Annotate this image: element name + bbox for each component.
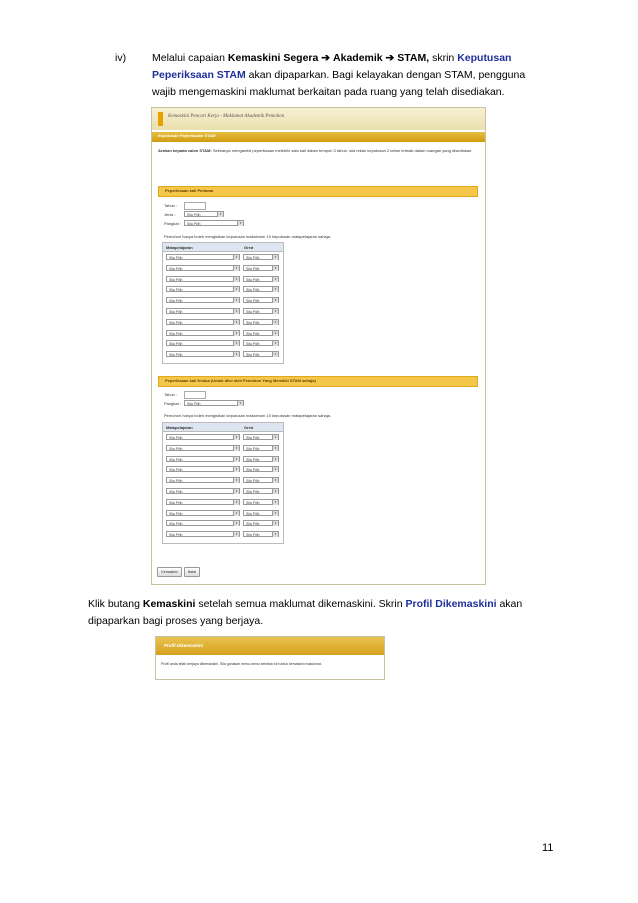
subject-select[interactable] — [166, 340, 240, 346]
label-pangkat: Pangkat : — [164, 221, 181, 226]
select-value: Sila Pilih — [169, 288, 183, 293]
select-value: Sila Pilih — [169, 256, 183, 260]
chevron-down-icon: ▾ — [233, 500, 239, 505]
subject-select[interactable] — [166, 510, 240, 516]
label-tahun: Tahun : — [164, 203, 178, 208]
chevron-down-icon: ▾ — [233, 266, 239, 271]
select-value: Sila Pilih — [246, 288, 260, 293]
chevron-down-icon: ▾ — [272, 489, 278, 494]
select-value: Sila Pilih — [169, 436, 183, 440]
select-value: Sila Pilih — [169, 320, 183, 325]
subject-select[interactable] — [166, 477, 240, 483]
grade-select[interactable] — [243, 499, 279, 505]
pangkat-select-2[interactable] — [184, 400, 244, 406]
grade-select[interactable] — [243, 351, 279, 357]
chevron-down-icon: ▾ — [272, 467, 278, 472]
chevron-down-icon: ▾ — [272, 331, 278, 336]
chevron-down-icon: ▾ — [272, 478, 278, 483]
col-grade: Gred — [244, 425, 254, 430]
item-marker: iv) — [115, 52, 127, 64]
chevron-down-icon: ▾ — [233, 489, 239, 494]
subject-select[interactable] — [166, 488, 240, 494]
label-pangkat: Pangkat : — [164, 401, 181, 406]
subject-select[interactable] — [166, 466, 240, 472]
select-value: Sila Pilih — [169, 353, 183, 358]
chevron-down-icon: ▾ — [233, 435, 239, 440]
arrow-icon: ➔ — [321, 52, 331, 64]
profile-updated-screenshot — [155, 636, 385, 680]
select-value: Sila Pilih — [246, 446, 260, 451]
menu-path-kemaskini-segera: Kemaskini Segera — [227, 52, 319, 64]
item-line-2 — [152, 67, 525, 84]
chevron-down-icon: ▾ — [233, 341, 239, 346]
subject-select[interactable] — [166, 276, 240, 282]
col-subject: Matapelajaran — [166, 425, 193, 430]
grade-select[interactable] — [243, 488, 279, 494]
section-second-exam — [158, 376, 478, 387]
text: setelah semua maklumat dikemaskini. Skrin — [195, 598, 406, 610]
text: Melalui capaian — [152, 52, 228, 64]
select-value: Sila Pilih — [246, 533, 260, 538]
kemaskini-ref: Kemaskini — [142, 598, 196, 610]
select-value: Sila Pilih — [246, 468, 260, 473]
subject-select[interactable] — [166, 520, 240, 526]
select-value: Sila Pilih — [169, 533, 183, 538]
select-value: Sila Pilih — [246, 277, 260, 282]
form-header-title: Kemaskini Pencari Kerja - Maklumat Akademik Pemohon — [168, 114, 285, 119]
screen-name-peperiksaan-stam: Peperiksaan STAM — [152, 69, 246, 81]
chevron-down-icon: ▾ — [233, 352, 239, 357]
grade-select[interactable] — [243, 276, 279, 282]
limit-note-2: Pemohon hanya boleh mengisikan keputusan maksimum 10 keputusan matapelajaran sahaja. — [164, 413, 331, 418]
select-value: Sila Pilih — [169, 511, 183, 516]
chevron-down-icon: ▾ — [272, 446, 278, 451]
select-value: Sila Pilih — [169, 299, 183, 304]
grade-select[interactable] — [243, 297, 279, 303]
tahun-input-1[interactable] — [184, 202, 206, 210]
chevron-down-icon: ▾ — [272, 500, 278, 505]
profile-header-title: Profil Dikemaskini — [164, 643, 204, 648]
grade-select[interactable] — [243, 456, 279, 462]
profile-header — [156, 637, 384, 655]
screen-name-profil: Profil Dikemaskini — [405, 598, 497, 610]
select-value: Sila Pilih — [246, 342, 260, 347]
select-value: Sila Pilih — [169, 522, 183, 527]
subject-grid-2 — [162, 422, 284, 544]
select-value: Sila Pilih — [246, 500, 260, 505]
page-number: 11 — [542, 842, 554, 854]
menu-path-stam: STAM, — [397, 52, 430, 64]
select-value: Sila Pilih — [169, 457, 183, 462]
grade-select[interactable] — [243, 340, 279, 346]
chevron-down-icon: ▾ — [272, 309, 278, 314]
chevron-down-icon: ▾ — [233, 309, 239, 314]
select-value: Sila Pilih — [246, 266, 260, 271]
kemaskini-button[interactable]: Kemaskini — [157, 567, 182, 577]
select-value: Sila Pilih — [169, 277, 183, 282]
form-instruction — [158, 148, 474, 154]
jenis-select[interactable] — [184, 211, 224, 217]
chevron-down-icon: ▾ — [233, 446, 239, 451]
chevron-down-icon: ▾ — [237, 221, 243, 226]
subject-select[interactable] — [166, 499, 240, 505]
grade-select[interactable] — [243, 265, 279, 271]
select-value: Sila Pilih — [246, 353, 260, 358]
item-line-1 — [152, 50, 552, 67]
chevron-down-icon: ▾ — [233, 467, 239, 472]
subject-select[interactable] — [166, 286, 240, 292]
col-grade: Gred — [244, 245, 254, 250]
label-jenis: Jenis : — [164, 212, 176, 217]
select-value: Sila Pilih — [246, 522, 260, 527]
chevron-down-icon: ▾ — [272, 352, 278, 357]
grade-select[interactable] — [243, 466, 279, 472]
select-value: Sila Pilih — [187, 402, 201, 406]
section-title: Peperiksaan kali Pertama — [165, 188, 214, 193]
grade-select[interactable] — [243, 308, 279, 314]
select-value: Sila Pilih — [169, 266, 183, 271]
select-value: Sila Pilih — [169, 500, 183, 505]
grade-select[interactable] — [243, 434, 279, 440]
grid-header — [163, 243, 283, 252]
subject-select[interactable] — [166, 434, 240, 440]
subject-select[interactable] — [166, 297, 240, 303]
chevron-down-icon: ▾ — [233, 331, 239, 336]
text: akan dipaparkan. Bagi kelayakan dengan STAM, pengguna — [245, 69, 526, 81]
form-tab-title: Keputusan Peperiksaan STAM — [158, 133, 216, 138]
chevron-down-icon: ▾ — [272, 287, 278, 292]
select-value: Sila Pilih — [246, 320, 260, 325]
stam-form-screenshot — [151, 107, 486, 585]
subject-select[interactable] — [166, 308, 240, 314]
section-title: Peperiksaan kali Kedua (Untuk diisi oleh Pemohon Yang Memiliki STAM sahaja) — [165, 378, 316, 383]
chevron-down-icon: ▾ — [272, 532, 278, 537]
select-value: Sila Pilih — [246, 457, 260, 462]
select-value: Sila Pilih — [246, 511, 260, 516]
chevron-down-icon: ▾ — [233, 521, 239, 526]
label-tahun: Tahun : — [164, 392, 178, 397]
col-subject: Matapelajaran — [166, 245, 193, 250]
chevron-down-icon: ▾ — [272, 298, 278, 303]
subject-select[interactable] — [166, 319, 240, 325]
select-value: Sila Pilih — [169, 331, 183, 336]
subject-select[interactable] — [166, 456, 240, 462]
select-value: Sila Pilih — [187, 213, 201, 217]
grade-select[interactable] — [243, 286, 279, 292]
pangkat-select-1[interactable] — [184, 220, 244, 226]
profile-message: Profil anda telah berjaya dikemaskini. Sila gunakan menu-menu sebelah kiri untuk kemaskini maklumat. — [161, 662, 322, 666]
header-accent — [158, 112, 163, 126]
chevron-down-icon: ▾ — [233, 532, 239, 537]
chevron-down-icon: ▾ — [217, 212, 223, 217]
para-2-line-2: dipaparkan bagi proses yang berjaya. — [88, 615, 264, 627]
batal-button[interactable]: Batal — [184, 567, 200, 577]
chevron-down-icon: ▾ — [233, 277, 239, 282]
chevron-down-icon: ▾ — [237, 401, 243, 406]
chevron-down-icon: ▾ — [272, 341, 278, 346]
subject-select[interactable] — [166, 265, 240, 271]
text: skrin — [429, 52, 458, 64]
chevron-down-icon: ▾ — [272, 457, 278, 462]
select-value: Sila Pilih — [246, 490, 260, 494]
select-value: Sila Pilih — [187, 222, 201, 226]
instruction-label: Arahan kepada calon STAM: — [158, 148, 212, 153]
chevron-down-icon: ▾ — [233, 320, 239, 325]
form-header — [152, 108, 485, 130]
menu-path-akademik: Akademik — [333, 52, 383, 64]
chevron-down-icon: ▾ — [272, 320, 278, 325]
grade-select[interactable] — [243, 330, 279, 336]
chevron-down-icon: ▾ — [272, 266, 278, 271]
arrow-icon: ➔ — [385, 52, 395, 64]
select-value: Sila Pilih — [169, 310, 183, 314]
form-tab — [152, 132, 485, 142]
grade-select[interactable] — [243, 445, 279, 451]
item-line-3: wajib mengemaskini maklumat berkaitan pada ruang yang telah disediakan. — [152, 86, 505, 98]
para-2-line-1 — [88, 596, 522, 613]
limit-note-1: Pemohon hanya boleh mengisikan keputusan maksimum 10 keputusan matapelajaran sahaja. — [164, 234, 331, 239]
chevron-down-icon: ▾ — [272, 277, 278, 282]
grid-header — [163, 423, 283, 432]
tahun-input-2[interactable] — [184, 391, 206, 399]
subject-grid-1 — [162, 242, 284, 364]
select-value: Sila Pilih — [246, 256, 260, 260]
chevron-down-icon: ▾ — [233, 287, 239, 292]
select-value: Sila Pilih — [246, 310, 260, 314]
chevron-down-icon: ▾ — [233, 511, 239, 516]
chevron-down-icon: ▾ — [233, 298, 239, 303]
chevron-down-icon: ▾ — [272, 521, 278, 526]
select-value: Sila Pilih — [246, 299, 260, 304]
subject-select[interactable] — [166, 445, 240, 451]
grade-select[interactable] — [243, 531, 279, 537]
subject-select[interactable] — [166, 330, 240, 336]
select-value: Sila Pilih — [246, 479, 260, 484]
select-value: Sila Pilih — [246, 436, 260, 440]
section-first-exam — [158, 186, 478, 197]
chevron-down-icon: ▾ — [272, 511, 278, 516]
select-value: Sila Pilih — [169, 479, 183, 484]
chevron-down-icon: ▾ — [233, 478, 239, 483]
select-value: Sila Pilih — [169, 490, 183, 494]
grade-select[interactable] — [243, 510, 279, 516]
subject-select[interactable] — [166, 531, 240, 537]
grade-select[interactable] — [243, 477, 279, 483]
grade-select[interactable] — [243, 319, 279, 325]
chevron-down-icon: ▾ — [272, 435, 278, 440]
chevron-down-icon: ▾ — [233, 457, 239, 462]
chevron-down-icon: ▾ — [233, 255, 239, 260]
screen-name-keputusan: Keputusan — [457, 52, 512, 64]
chevron-down-icon: ▾ — [272, 255, 278, 260]
subject-select[interactable] — [166, 351, 240, 357]
grade-select[interactable] — [243, 254, 279, 260]
select-value: Sila Pilih — [169, 342, 183, 347]
text: akan — [496, 598, 523, 610]
grade-select[interactable] — [243, 520, 279, 526]
select-value: Sila Pilih — [169, 446, 183, 451]
select-value: Sila Pilih — [246, 331, 260, 336]
text: Klik butang — [88, 598, 143, 610]
subject-select[interactable] — [166, 254, 240, 260]
instruction-text: Sekiranya mengambil peperiksaan melebihi satu kali dalam tempoh 3 tahun, sila rekan keputusan 2 tahun terbaik dalam ruangan yang disediakan. — [211, 148, 473, 153]
select-value: Sila Pilih — [169, 468, 183, 473]
